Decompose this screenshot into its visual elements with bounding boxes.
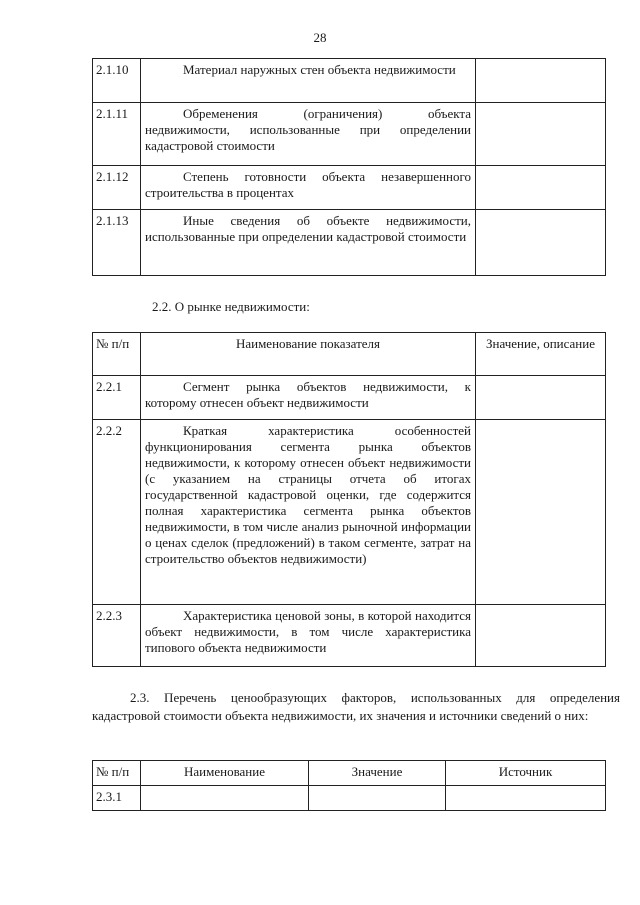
row-number: 2.1.11: [93, 103, 141, 166]
row-description: Краткая характеристика особенностей функционирования сегмента рынка объектов недвижимости, к которому отнесен объект недвижимости (с указанием на страницы отчета об итогах государственной кадастровой оценки, где содержится полная характеристика сегмента рынка объектов недвижимости, в том числе анализ рыночной информации о ценах сделок (предложений) в таком сегменте, затрат на строительство объектов недвижимости): [141, 420, 476, 605]
header-num: № п/п: [93, 333, 141, 376]
row-value: [309, 786, 446, 811]
header-value: Значение, описание: [476, 333, 606, 376]
header-name: Наименование: [141, 761, 309, 786]
section-title: 2.2. О рынке недвижимости:: [152, 299, 310, 314]
header-num: № п/п: [93, 761, 141, 786]
row-number: 2.1.12: [93, 166, 141, 210]
table-header-row: [93, 761, 606, 786]
pricing-factors-table: [92, 760, 606, 811]
row-name: [141, 786, 309, 811]
row-number: 2.3.1: [93, 786, 141, 811]
row-value: [476, 103, 606, 166]
row-number: 2.1.13: [93, 210, 141, 276]
table-row: [93, 166, 606, 210]
row-number: 2.1.10: [93, 59, 141, 103]
page-number: 28: [313, 30, 327, 45]
market-info-table: [92, 332, 606, 667]
row-value: [476, 376, 606, 420]
row-number: 2.2.1: [93, 376, 141, 420]
row-description: Материал наружных стен объекта недвижимости: [141, 59, 476, 103]
table-row: [93, 420, 606, 605]
row-description: Сегмент рынка объектов недвижимости, к которому отнесен объект недвижимости: [141, 376, 476, 420]
table-row: [93, 103, 606, 166]
table-row: [93, 59, 606, 103]
table-row: [93, 376, 606, 420]
table-row: [93, 605, 606, 667]
header-value: Значение: [309, 761, 446, 786]
row-number: 2.2.3: [93, 605, 141, 667]
row-value: [476, 420, 606, 605]
row-description: Иные сведения об объекте недвижимости, использованные при определении кадастровой стоимости: [141, 210, 476, 276]
row-value: [476, 210, 606, 276]
header-name: Наименование показателя: [141, 333, 476, 376]
header-source: Источник: [446, 761, 606, 786]
row-value: [476, 166, 606, 210]
row-description: Степень готовности объекта незавершенного строительства в процентах: [141, 166, 476, 210]
row-number: 2.2.2: [93, 420, 141, 605]
row-value: [476, 59, 606, 103]
row-description: Характеристика ценовой зоны, в которой находится объект недвижимости, в том числе характеристика типового объекта недвижимости: [141, 605, 476, 667]
section-paragraph: 2.3. Перечень ценообразующих факторов, использованных для определения кадастровой стоимости объекта недвижимости, их значения и источники сведений о них:: [92, 690, 620, 723]
table-header-row: [93, 333, 606, 376]
object-info-table: [92, 58, 606, 276]
table-row: [93, 786, 606, 811]
row-source: [446, 786, 606, 811]
row-value: [476, 605, 606, 667]
table-row: [93, 210, 606, 276]
row-description: Обременения (ограничения) объекта недвижимости, использованные при определении кадастровой стоимости: [141, 103, 476, 166]
